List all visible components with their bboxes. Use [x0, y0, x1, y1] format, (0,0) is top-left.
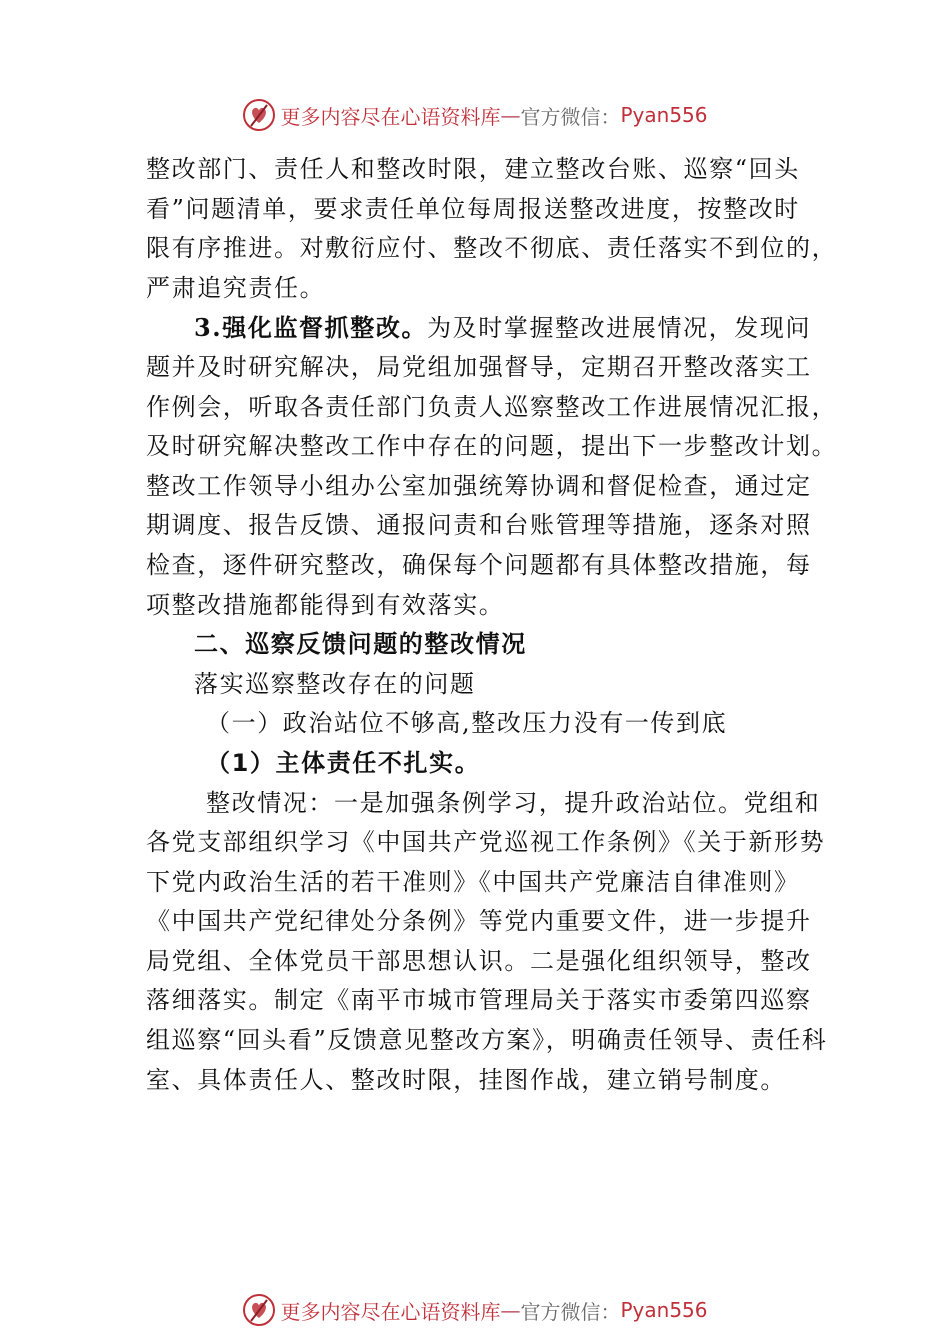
pen-heart-logo-icon: [242, 1293, 276, 1327]
text-line: 整改部门、责任人和整改时限，建立整改台账、巡察“回头: [146, 155, 800, 183]
paragraph-1: [146, 150, 838, 308]
text-line: 看”问题清单，要求责任单位每周报送整改进度，按整改时: [146, 194, 800, 223]
text-line: 局党组、全体党员干部思想认识。二是强化组织领导，整改: [146, 946, 812, 975]
pen-heart-logo-icon: [242, 98, 276, 132]
text-line: 下党内政治生活的若干准则》《中国共产党廉洁自律准则》: [146, 867, 800, 896]
watermark-grey-text: 官方微信：: [520, 1299, 621, 1324]
paragraph-2-first-line: [146, 308, 826, 348]
text-line: 严肃追究责任。: [146, 273, 326, 302]
paragraph-3: [146, 784, 826, 1101]
text-line: 限有序推进。对敷衍应付、整改不彻底、责任落实不到位的，: [146, 234, 838, 263]
paragraph-2: [146, 308, 838, 625]
text-line: 检查，逐件研究整改，确保每个问题都有具体整改措施，每: [146, 550, 812, 579]
watermark-red-text: 更多内容尽在心语资料库: [280, 104, 501, 129]
text-line: 各党支部组织学习《中国共产党巡视工作条例》《关于新形势: [146, 828, 826, 857]
text-line: 《中国共产党纪律处分条例》等党内重要文件，进一步提升: [146, 907, 812, 936]
watermark-red-text: 更多内容尽在心语资料库: [280, 1299, 501, 1324]
header-watermark: [0, 95, 950, 135]
text-line: 作例会，听取各责任部门负责人巡察整改工作进展情况汇报，: [146, 392, 838, 421]
section-subtitle: 落实巡察整改存在的问题: [194, 669, 476, 698]
paragraph-2-first-text: 为及时掌握整改进展情况，发现问: [427, 314, 812, 343]
document-body: [146, 150, 838, 1100]
watermark-grey-text: 官方微信：: [520, 104, 621, 129]
footer-watermark: [0, 1290, 950, 1330]
watermark-separator: —: [500, 103, 521, 127]
text-line: 期调度、报告反馈、通报问责和台账管理等措施，逐条对照: [146, 511, 812, 540]
text-line: 室、具体责任人、整改时限，挂图作战，建立销号制度。: [146, 1065, 786, 1094]
text-line: 组巡察“回头看”反馈意见整改方案》，明确责任领导、责任科: [146, 1026, 828, 1055]
text-line: 及时研究解决整改工作中存在的问题，提出下一步整改计划。: [146, 432, 838, 461]
sub-heading-1: （一）政治站位不够高,整改压力没有一传到底: [206, 709, 728, 738]
section-title: 二、巡察反馈问题的整改情况: [194, 630, 527, 659]
text-line: 整改工作领导小组办公室加强统筹协调和督促检查，通过定: [146, 471, 812, 500]
text-line: 落细落实。制定《南平市城市管理局关于落实市委第四巡察: [146, 986, 812, 1015]
text-line: 题并及时研究解决，局党组加强督导，定期召开整改落实工: [146, 352, 812, 381]
text-line: 项整改措施都能得到有效落实。: [146, 590, 505, 619]
paragraph-2-heading: 3.强化监督抓整改。: [194, 313, 428, 343]
text-line: 整改情况：一是加强条例学习，提升政治站位。党组和: [206, 788, 821, 817]
watermark-wechat-id: Pyan556: [620, 103, 708, 127]
sub-heading-2: （1）主体责任不扎实。: [206, 748, 481, 777]
watermark-separator: —: [500, 1298, 521, 1322]
watermark-wechat-id: Pyan556: [620, 1298, 708, 1322]
